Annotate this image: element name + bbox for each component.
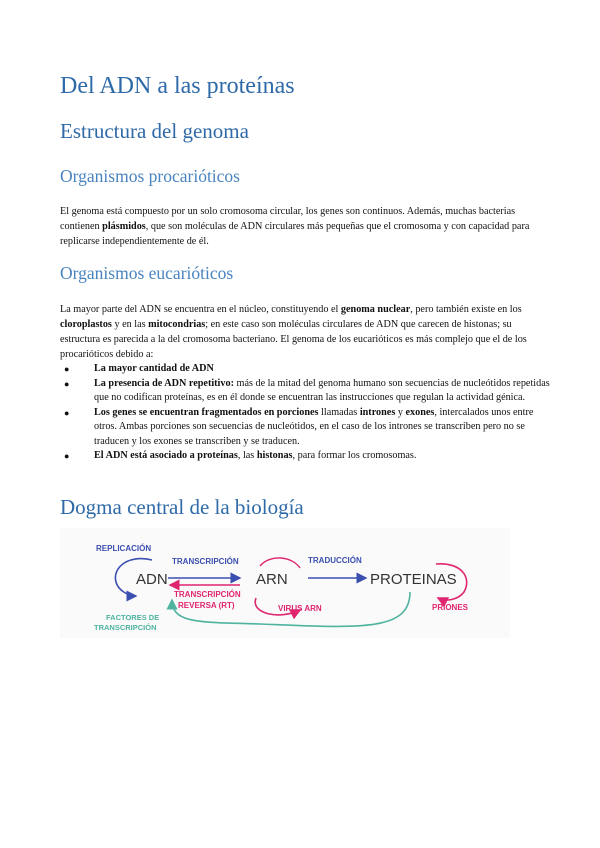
bold-term: intrones	[359, 406, 396, 418]
section-heading-genome: Estructura del genoma	[60, 119, 249, 143]
text-run: El genoma está compuesto por un solo cromosoma circular, los genes son continuos. Además, muchas bacterias contienen	[60, 206, 516, 232]
label-virus-arn: VIRUS ARN	[278, 604, 322, 613]
document-title: Del ADN a las proteínas	[60, 73, 295, 99]
text-run: , pero también existe en los	[410, 304, 522, 315]
list-item	[60, 449, 550, 464]
bullet-icon: ●	[64, 378, 70, 389]
section-heading-dogma: Dogma central de la biología	[60, 495, 304, 519]
bold-term: Los genes se encuentran fragmentados en porciones	[94, 406, 319, 418]
bold-term: El ADN está asociado a proteínas	[94, 450, 238, 461]
label-factores-line2: TRANSCRIPCIÓN	[94, 623, 157, 632]
subheading-eukaryotes: Organismos eucarióticos	[60, 263, 234, 283]
label-traduccion: TRADUCCIÓN	[308, 556, 362, 565]
node-adn: ADN	[136, 571, 168, 588]
node-proteinas: PROTEINAS	[370, 571, 457, 588]
node-arn: ARN	[256, 571, 288, 588]
bold-term: genoma nuclear	[340, 304, 411, 315]
list-item	[60, 362, 550, 377]
subheading-prokaryotes: Organismos procarióticos	[60, 166, 240, 186]
bold-term: La mayor cantidad de ADN	[94, 363, 214, 374]
label-rt-line1: TRANSCRIPCIÓN	[174, 590, 241, 599]
label-factores-line1: FACTORES DE	[106, 613, 160, 622]
label-priones: PRIONES	[432, 603, 469, 612]
bold-term: cloroplastos	[60, 319, 112, 330]
text-run: ; en este caso son moléculas circulares de ADN que carecen de histonas; su estructura es parecida a la del cromosoma bacteriano. El genoma de los eucarióticos es más complejo que el de los procarióticos debido a:	[60, 319, 527, 360]
bold-term: histonas	[256, 450, 293, 461]
bold-term: exones	[405, 406, 435, 418]
label-rt-line2: REVERSA (RT)	[178, 601, 235, 610]
text-run: y en las	[111, 319, 149, 330]
text-run: llamadas	[318, 406, 360, 418]
bold-term: mitocondrias	[148, 319, 206, 330]
list-item	[60, 406, 550, 450]
virus-rna-loop-upper	[260, 558, 300, 568]
bullet-icon: ●	[64, 407, 70, 418]
list-item	[60, 377, 550, 406]
text-run: , las	[237, 450, 257, 461]
bullet-icon: ●	[64, 451, 70, 461]
paragraph-eukaryotes	[60, 302, 550, 362]
paragraph-prokaryotes	[60, 204, 550, 249]
label-transcripcion: TRANSCRIPCIÓN	[172, 557, 239, 566]
diagram-svg	[60, 528, 510, 638]
text-run: La mayor parte del ADN se encuentra en el núcleo, constituyendo el	[60, 304, 341, 315]
bold-term: La presencia de ADN repetitivo:	[94, 377, 234, 389]
text-run: y	[395, 406, 406, 418]
text-run: , intercalados unos entre otros. Ambas porciones son secuencias de nucleótidos, en el caso de los intrones se transcriben pero no se traducen y los exones se transcriben y se traducen.	[94, 406, 534, 447]
text-run: más de la mitad del genoma humano son secuencias de nucleótidos repetidas que no codifican proteínas, es en él donde se encuentran las instrucciones que regulan la actividad génica.	[94, 377, 550, 403]
label-replicacion: REPLICACIÓN	[96, 544, 152, 553]
central-dogma-diagram	[60, 528, 510, 638]
bullet-list	[60, 362, 550, 464]
bullet-icon: ●	[64, 364, 70, 374]
text-run: , para formar los cromosomas.	[292, 450, 417, 461]
bold-term: plásmidos	[102, 221, 146, 232]
text-run: , que son moléculas de ADN circulares más pequeñas que el cromosoma y con capacidad para replicarse independientemente de él.	[60, 221, 530, 247]
